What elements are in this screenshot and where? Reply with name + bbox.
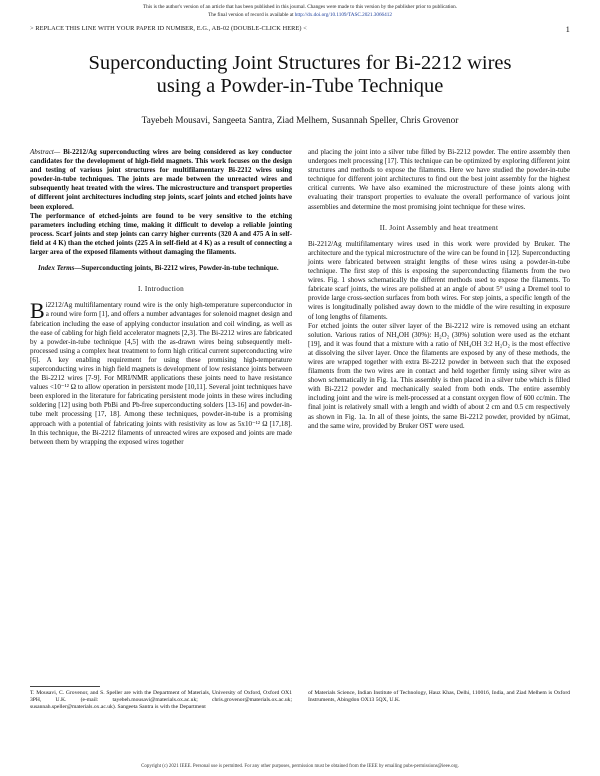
title-line-2: using a Powder-in-Tube Technique — [156, 75, 444, 97]
abstract — [30, 148, 292, 212]
title-line-1: Superconducting Joint Structures for Bi-2212 wires — [88, 52, 512, 74]
abstract-para-2: The performance of etched-joints are found to be very sensitive to the etching parameters including etching time, making it difficult to develop a reliable jointing process. Scarf joints and step joints can carry higher currents (320 A and 475 A in self-field at 4 K) than the etched joints (225 A in self-field at 4 K) as a result of connecting a larger area of the exposed filaments without damaging the filaments. — [30, 211, 292, 257]
running-title: > REPLACE THIS LINE WITH YOUR PAPER ID NUMBER, E.G., AB-02 (DOUBLE-CLICK HERE) < — [30, 25, 307, 32]
introduction-paragraph — [30, 298, 292, 447]
page-number: 1 — [565, 24, 570, 34]
index-terms-text: —Superconducting joints, Bi-2212 wires, Powder-in-tube technique. — [74, 264, 279, 273]
section-heading-joint-assembly: II. Joint Assembly and heat treatment — [379, 223, 499, 232]
doi-link[interactable]: http://dx.doi.org/10.1109/TASC.2021.3066412 — [294, 12, 392, 18]
version-note — [0, 12, 600, 18]
running-header — [30, 25, 570, 32]
footnote-affiliations-right: of Materials Science, Indian Institute of Technology, Hauz Khas, Delhi, 110016, India, and Ziad Melhem is Oxford Instruments, Abingdon OX13 5QX, U.K. — [308, 690, 570, 704]
publisher-note: This is the author's version of an article that has been published in this journal. Changes were made to this version by the publisher prior to publication. — [142, 4, 458, 10]
copyright-footer: Copyright (c) 2021 IEEE. Personal use is permitted. For any other purposes, permission must be obtained from the IEEE by emailing pubs-permissions@ieee.org. — [141, 764, 459, 769]
joint-assembly-para-2: For etched joints the outer silver layer of the Bi-2212 wire is removed using an etchant solution. Various ratios of NH₄OH (30%): H₂O₂ (30%) solution were used as the etchant [19], and it was found that a mixture with a ratio of NH₄OH 3:2 H₂O₂ is the most effective at dissolving the silver layer. Once the filaments are exposed by any of these methods, the wires are wrapped together with extra Bi-2212 powder in between such that the exposed filaments from the two wires are in contact and held together firmly using silver wire as shown schematically in Fig. 1a. This assembly is then placed in a silver tube which is filled with Bi-2212 powder and mechanically sealed from both ends. The entire assembly including joint and the wire is melt-processed at a constant oxygen flow of 600 cc/min. The final joint is relatively small with a length and width of about 2 cm and 0.5 cm respectively as shown in Fig. 1a. In all of these joints, the same Bi-2212 powder, provided by nGimat, and the same wire, provided by Bruker OST were used. — [308, 321, 570, 430]
left-column — [30, 148, 292, 447]
introduction-text: i2212/Ag multifilamentary round wire is the only high-temperature superconductor in a round wire form [1], and offers a number advantages for solenoid magnet design and fabrication including the ease of applying conductor insulation and coil winding, as well as the ease of cabling for high field accelerator magnets [2,3]. The Bi-2212 wires are fabricated by a powder-in-tube technique [4,5] with the as-drawn wires being subsequently melt-processed using a complex heat treatment to form high critical current superconducting wire [6]. A key enabling requirement for using these promising high-temperature superconducting wires in high field magnets is development of low resistance joints between the Bi-2212 wires [7-9]. For MRI/NMR applications these joints need to have resistance values <10⁻¹² Ω to allow operation in persistent mode [10,11]. Several joint techniques have been explored in the literature for fabricating persistent mode joints in these wires including soldering [12] using both PbBi and Pb-free superconducting solders [13-16] and powder-in-tube melt processing [17, 18]. Among these techniques, powder-in-tube is a promising approach with a potential of fabricating joints with resistivity as low as 5x10⁻¹² Ω [17,18]. In this technique, the Bi-2212 filaments of unreacted wires are exposed and joints are made between them by wrapping the exposed wires together — [30, 301, 292, 446]
author-list: Tayebeh Mousavi, Sangeeta Santra, Ziad Melhem, Susannah Speller, Chris Grovenor — [141, 116, 459, 126]
paper-title — [40, 52, 560, 98]
introduction-continued: and placing the joint into a silver tube filled by Bi-2212 powder. The entire assembly then undergoes melt processing [17]. This technique can be optimized by exploring different joint structures and methods to expose the filaments. Here we have studied the powder-in-tube technique for different joint architectures to find out the best joint assembly for the highest critical currents. We have also examined the microstructure of these joints along with evaluating their transport properties to evaluate the overall performance of various joint assemblies and determine the most promising joint technique for these wires. — [308, 148, 570, 211]
drop-cap: B — [30, 298, 45, 324]
index-terms-lead: Index Terms — [38, 264, 75, 273]
joint-assembly-para-1: Bi-2212/Ag multifilamentary wires used in this work were provided by Bruker. The architecture and the typical microstructure of the wire can be found in [12]. Superconducting joints were fabricated between straight lengths of these wires using a powder-in-tube technique. The first step of this is exposing the superconducting filaments from the two wires. Fig. 1 shows schematically the different methods used to expose the filaments. To fabricate scarf joints, the wires are polished at an angle of about 5° using a Dremel tool to provide large cross-section surfaces from both wires. For step joints, a specific length of the wires is longitudinally polished away down to the middle of the wire resulting in exposure of long lengths of filaments. — [308, 239, 570, 321]
section-heading-introduction: I. Introduction — [137, 285, 185, 294]
footnote-affiliations-left: T. Mousavi, C. Grovenor, and S. Speller are with the Department of Materials, University of Oxford, Oxford OX1 3PH, U.K. (e-mail: tayebeh.mousavi@materials.ox.ac.uk; chris.grovenor@materials.ox.ac.uk; susannah.speller@materials.ox.ac.uk). Sangeeta Santra is with the Department — [30, 690, 292, 711]
abstract-text-1: Bi-2212/Ag superconducting wires are being considered as key conductor candidates for the development of high-field magnets. This work focuses on the design and testing of various joint structures for multifilamentary Bi-2212 wires using powder-in-tube techniques. The joints are made between the unreacted wires and subsequently heat treated with the wires. The microstructure and transport properties of different joint architectures including step joints, scarf joints and etched joints have been explored. — [30, 148, 292, 211]
abstract-lead: Abstract— — [30, 148, 61, 156]
version-note-text: The final version of record is available at — [208, 12, 294, 18]
footnote-divider — [30, 686, 100, 687]
index-terms — [30, 264, 292, 273]
right-column — [308, 148, 570, 431]
